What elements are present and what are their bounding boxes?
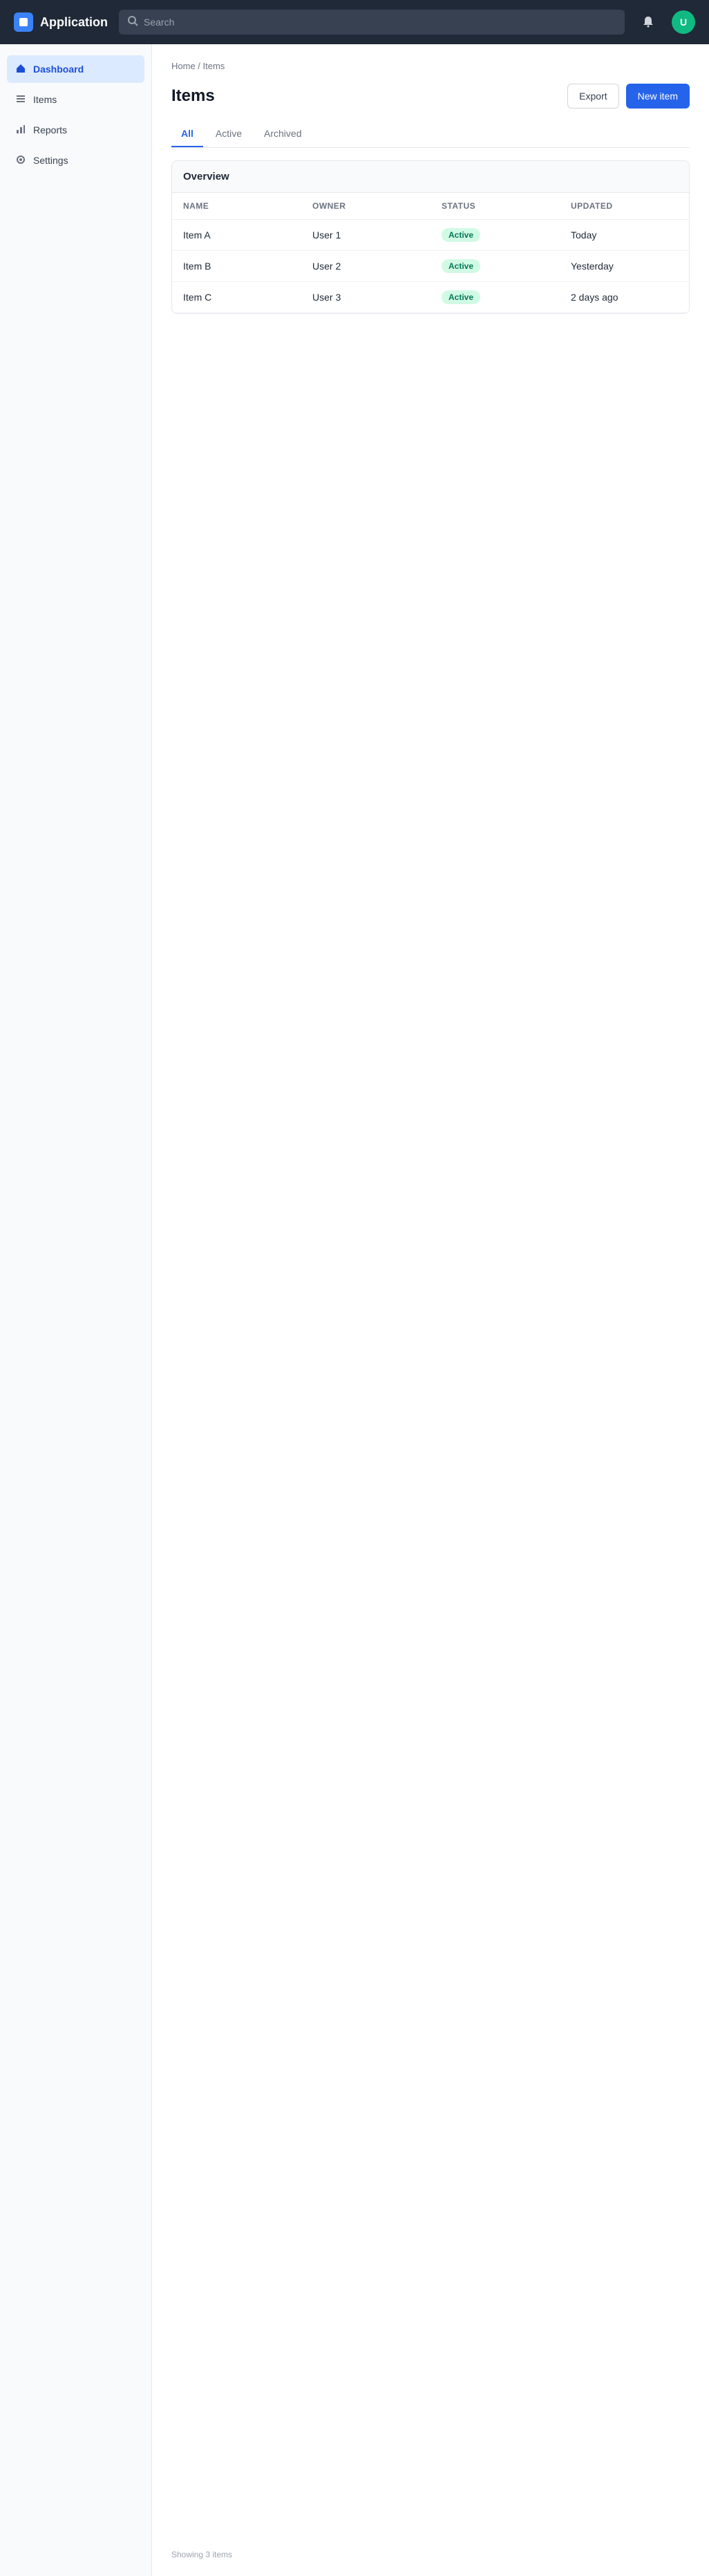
main-panel	[152, 44, 709, 2576]
sidebar-item-items[interactable]	[7, 86, 144, 113]
cell-owner: User 1	[301, 220, 431, 251]
column-header[interactable]: NAME	[172, 193, 301, 220]
sidebar-item-label: Reports	[33, 124, 68, 135]
avatar[interactable]: U	[672, 10, 695, 34]
home-icon	[15, 63, 26, 76]
table-header-row	[172, 193, 689, 220]
cell-updated: Yesterday	[560, 251, 689, 282]
page-title: Items	[171, 86, 215, 105]
sidebar-item-label: Dashboard	[33, 64, 84, 75]
tab-archived[interactable]: Archived	[264, 128, 302, 139]
table-row[interactable]	[172, 251, 689, 282]
bell-icon	[642, 15, 654, 30]
cell-name: Item A	[172, 220, 301, 251]
gear-icon	[15, 154, 26, 167]
card-title: Overview	[172, 161, 689, 193]
column-header[interactable]: UPDATED	[560, 193, 689, 220]
status-text: Showing 3 items	[171, 2550, 233, 2559]
cell-owner: User 3	[301, 282, 431, 313]
logo-icon	[14, 12, 33, 32]
cell-updated: Today	[560, 220, 689, 251]
content-area	[0, 44, 709, 2576]
list-icon	[15, 93, 26, 106]
new-item-button[interactable]: New item	[626, 84, 690, 109]
sidebar-item-label: Settings	[33, 155, 68, 166]
status-badge: Active	[442, 259, 480, 273]
sidebar	[0, 44, 152, 2576]
column-header[interactable]: OWNER	[301, 193, 431, 220]
items-table	[172, 193, 689, 313]
chart-icon	[15, 124, 26, 137]
page-header	[171, 84, 690, 109]
breadcrumb[interactable]: Home / Items	[171, 61, 225, 71]
tab-bar	[171, 121, 690, 148]
search-icon	[127, 15, 138, 30]
sidebar-item-settings[interactable]	[7, 147, 144, 174]
top-bar	[0, 0, 709, 44]
table-row[interactable]	[172, 220, 689, 251]
sidebar-item-dashboard[interactable]	[7, 55, 144, 83]
column-header[interactable]: STATUS	[431, 193, 560, 220]
table-row[interactable]	[172, 282, 689, 313]
cell-status	[431, 282, 560, 313]
tab-active[interactable]: Active	[215, 128, 243, 139]
status-badge: Active	[442, 228, 480, 242]
status-badge: Active	[442, 290, 480, 304]
cell-owner: User 2	[301, 251, 431, 282]
cell-status	[431, 251, 560, 282]
cell-name: Item C	[172, 282, 301, 313]
cell-name: Item B	[172, 251, 301, 282]
export-button[interactable]: Export	[567, 84, 618, 109]
app-title: Application	[40, 15, 108, 29]
search-input[interactable]	[144, 17, 616, 28]
brand[interactable]	[14, 12, 108, 32]
sidebar-item-reports[interactable]	[7, 116, 144, 144]
notifications-button[interactable]	[636, 10, 661, 35]
overview-card	[171, 160, 690, 314]
sidebar-item-label: Items	[33, 94, 57, 105]
tab-all[interactable]: All	[171, 121, 203, 147]
header-actions	[567, 84, 690, 109]
cell-status	[431, 220, 560, 251]
search-box[interactable]	[119, 10, 625, 35]
cell-updated: 2 days ago	[560, 282, 689, 313]
